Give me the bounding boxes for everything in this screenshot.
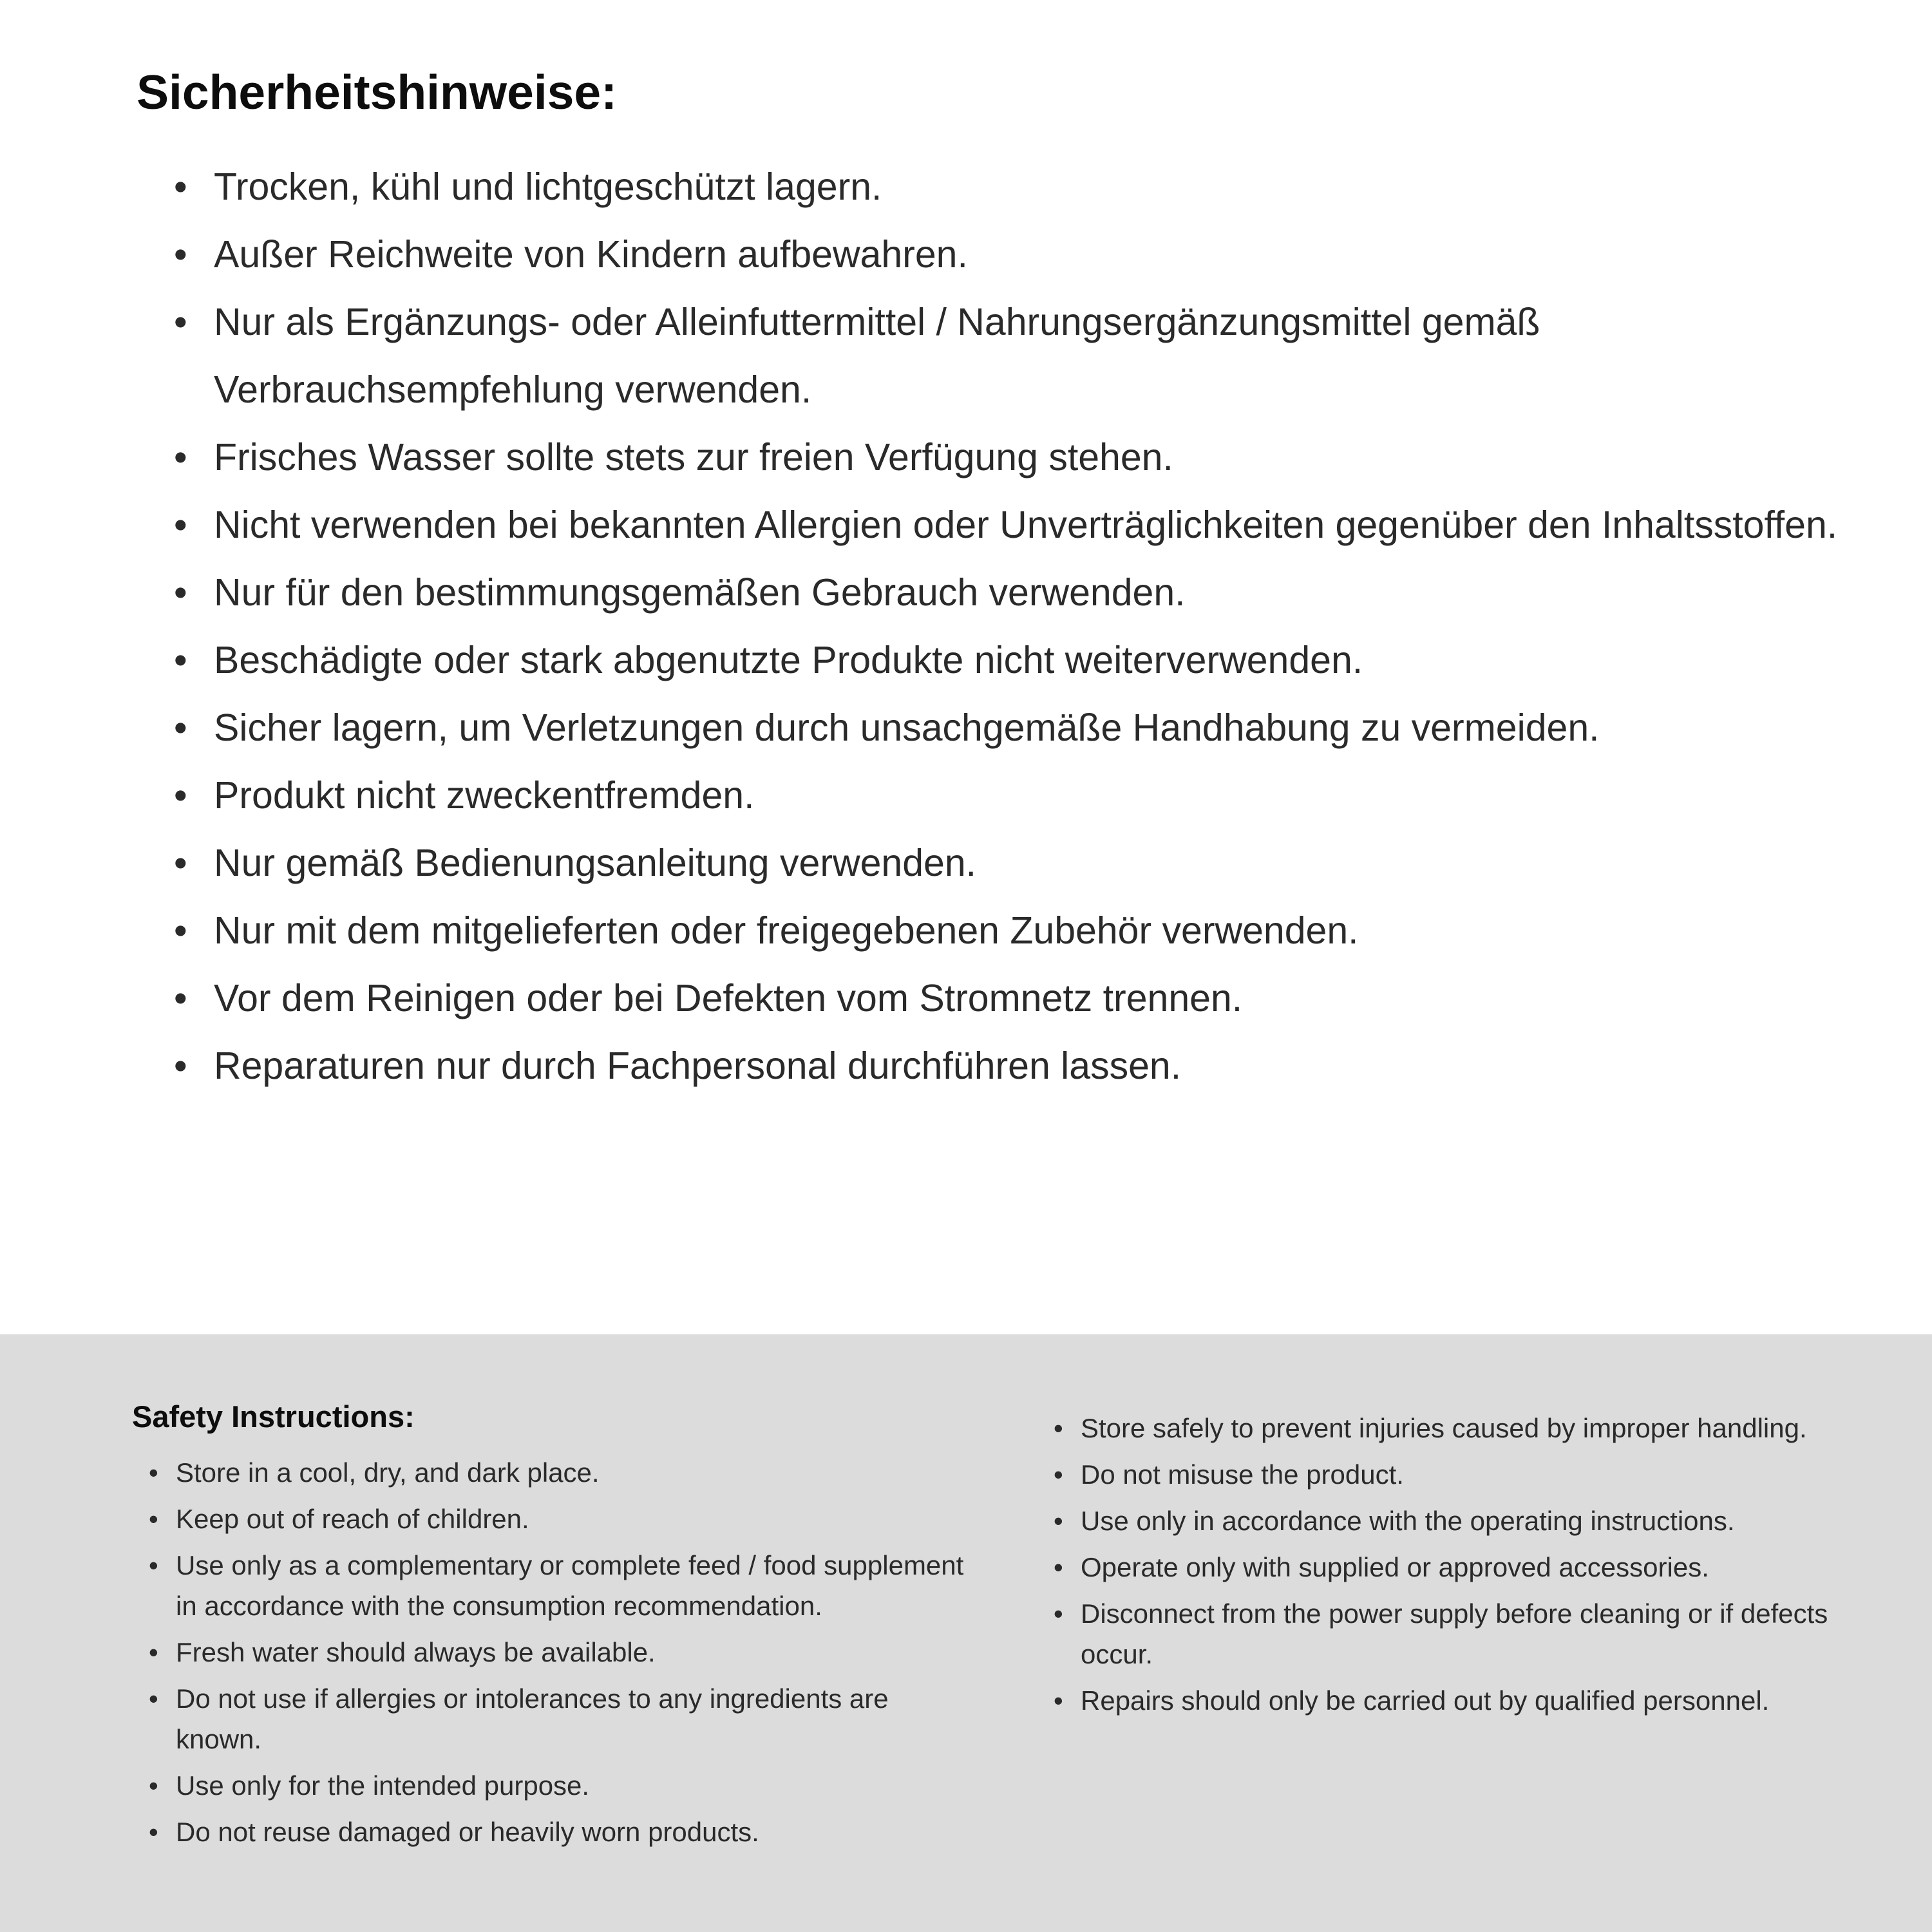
bullet-icon: • (149, 1550, 158, 1580)
german-safety-list (174, 153, 1842, 1100)
bullet-icon: • (1054, 1459, 1063, 1490)
list-item-text: Do not misuse the product. (1081, 1459, 1404, 1490)
list-item (1054, 1454, 1855, 1495)
list-item-text: Nicht verwenden bei bekannten Allergien oder Unverträglichkeiten gegenüber den Inhaltsstoffen. (214, 504, 1838, 547)
bullet-icon: • (174, 301, 187, 344)
list-item-text: Frisches Wasser sollte stets zur freien Verfügung stehen. (214, 436, 1173, 479)
english-safety-section (0, 1334, 1932, 1932)
bullet-icon: • (174, 504, 187, 547)
list-item (174, 559, 1842, 627)
list-item (174, 965, 1842, 1032)
bullet-icon: • (174, 977, 187, 1020)
list-item-text: Disconnect from the power supply before cleaning or if defects occur. (1081, 1598, 1828, 1669)
list-item-text: Store safely to prevent injuries caused by improper handling. (1081, 1413, 1807, 1443)
bullet-icon: • (174, 166, 187, 208)
list-item (174, 627, 1842, 694)
list-item (1054, 1547, 1855, 1587)
bullet-icon: • (1054, 1685, 1063, 1716)
bullet-icon: • (149, 1504, 158, 1534)
english-safety-list-right (1054, 1408, 1855, 1721)
bullet-icon: • (1054, 1598, 1063, 1629)
list-item (174, 829, 1842, 897)
bullet-icon: • (174, 1045, 187, 1088)
list-item (149, 1812, 976, 1852)
list-item (174, 897, 1842, 965)
english-right-column (1037, 1408, 1855, 1727)
list-item (174, 762, 1842, 829)
list-item (149, 1545, 976, 1626)
list-item (174, 1032, 1842, 1100)
list-item-text: Fresh water should always be available. (176, 1637, 656, 1667)
bullet-icon: • (174, 436, 187, 479)
list-item (149, 1452, 976, 1493)
list-item (174, 153, 1842, 221)
list-item-text: Nur mit dem mitgelieferten oder freigegebenen Zubehör verwenden. (214, 909, 1359, 952)
list-item-text: Use only for the intended purpose. (176, 1770, 590, 1801)
list-item (1054, 1680, 1855, 1721)
bullet-icon: • (1054, 1552, 1063, 1582)
list-item-text: Trocken, kühl und lichtgeschützt lagern. (214, 166, 882, 208)
list-item-text: Repairs should only be carried out by qualified personnel. (1081, 1685, 1770, 1716)
list-item-text: Use only in accordance with the operating instructions. (1081, 1506, 1735, 1536)
bullet-icon: • (174, 233, 187, 276)
list-item (174, 424, 1842, 491)
list-item-text: Nur gemäß Bedienungsanleitung verwenden. (214, 842, 977, 885)
list-item (1054, 1408, 1855, 1448)
list-item-text: Vor dem Reinigen oder bei Defekten vom Stromnetz trennen. (214, 977, 1243, 1020)
list-item (174, 221, 1842, 289)
list-item (149, 1678, 976, 1759)
bullet-icon: • (174, 909, 187, 952)
list-item-text: Do not reuse damaged or heavily worn products. (176, 1817, 759, 1847)
list-item (1054, 1593, 1855, 1674)
list-item-text: Außer Reichweite von Kindern aufbewahren. (214, 233, 968, 276)
english-section-title: Safety Instructions: (132, 1399, 415, 1434)
list-item-text: Nur für den bestimmungsgemäßen Gebrauch verwenden. (214, 571, 1186, 614)
list-item-text: Produkt nicht zweckentfremden. (214, 774, 755, 817)
german-section-title: Sicherheitshinweise: (137, 65, 618, 119)
list-item (174, 694, 1842, 762)
bullet-icon: • (1054, 1506, 1063, 1536)
bullet-icon: • (149, 1637, 158, 1667)
bullet-icon: • (174, 571, 187, 614)
list-item-text: Reparaturen nur durch Fachpersonal durchführen lassen. (214, 1045, 1182, 1088)
bullet-icon: • (174, 774, 187, 817)
list-item-text: Nur als Ergänzungs- oder Alleinfuttermittel / Nahrungsergänzungsmittel gemäß Verbrauchsempfehlung verwenden. (214, 301, 1540, 412)
bullet-icon: • (174, 639, 187, 682)
list-item (149, 1632, 976, 1672)
list-item-text: Do not use if allergies or intolerances to any ingredients are known. (176, 1683, 889, 1754)
list-item (174, 491, 1842, 559)
list-item-text: Sicher lagern, um Verletzungen durch unsachgemäße Handhabung zu vermeiden. (214, 706, 1600, 750)
english-left-column (132, 1399, 976, 1858)
bullet-icon: • (174, 706, 187, 750)
list-item (149, 1499, 976, 1539)
list-item (149, 1765, 976, 1806)
list-item (1054, 1501, 1855, 1541)
bullet-icon: • (149, 1683, 158, 1714)
bullet-icon: • (149, 1770, 158, 1801)
bullet-icon: • (174, 842, 187, 885)
list-item-text: Operate only with supplied or approved accessories. (1081, 1552, 1709, 1582)
bullet-icon: • (1054, 1413, 1063, 1443)
list-item (174, 289, 1842, 424)
english-safety-list-left (149, 1452, 976, 1852)
bullet-icon: • (149, 1457, 158, 1488)
list-item-text: Keep out of reach of children. (176, 1504, 529, 1534)
bullet-icon: • (149, 1817, 158, 1847)
list-item-text: Store in a cool, dry, and dark place. (176, 1457, 600, 1488)
list-item-text: Beschädigte oder stark abgenutzte Produkte nicht weiterverwenden. (214, 639, 1363, 682)
list-item-text: Use only as a complementary or complete feed / food supplement in accordance with the consumption recommendation. (176, 1550, 964, 1621)
